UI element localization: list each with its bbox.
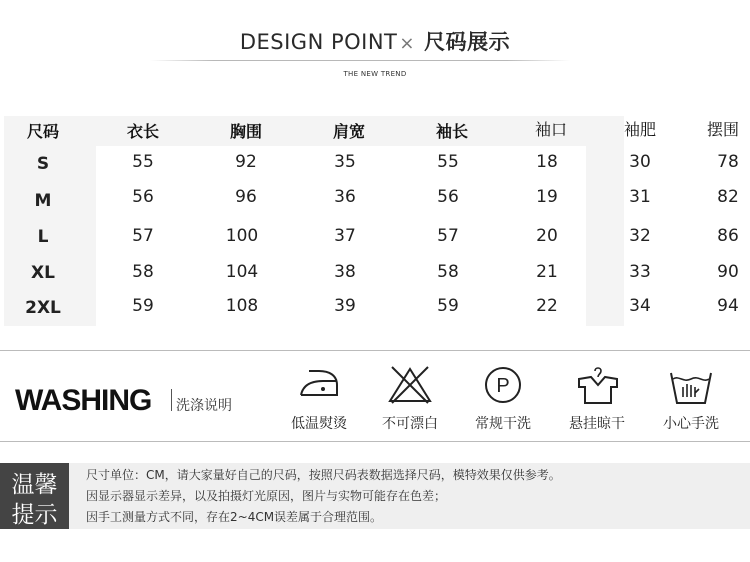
washing-subtitle: 洗涤说明 [176,398,232,414]
row-size: L [37,227,49,247]
no-bleach-icon [384,363,436,407]
cell-sleeve-length: 57 [437,226,459,246]
wash-label: 低温熨烫 [291,416,347,432]
cell-sleeve-length: 56 [437,187,459,207]
header-hem: 摆围 [706,120,739,139]
tip-line: 因显示器显示差异，以及拍摄灯光原因，图片与实物可能存在色差； [86,489,447,503]
header-size: 尺码 [26,122,59,141]
cell-cuff: 22 [536,296,558,316]
header-subtitle: THE NEW TREND [343,70,407,78]
wash-label: 小心手洗 [663,416,719,432]
cell-shoulder: 36 [334,187,356,207]
cell-shoulder: 38 [334,262,356,282]
cell-sleeve-width: 33 [629,262,651,282]
cell-hem: 90 [717,262,739,282]
wash-label: 悬挂晾干 [569,416,625,432]
wash-item [561,363,633,437]
title-separator: × [399,33,415,54]
row-size: 2XL [25,298,61,318]
tips-label-line2: 提示 [11,502,58,528]
cell-shoulder: 35 [334,152,356,172]
hand-wash-icon [665,363,717,407]
cell-length: 59 [132,296,154,316]
cell-hem: 86 [717,226,739,246]
tips-section [0,463,750,529]
cell-cuff: 21 [536,262,558,282]
svg-text:P: P [496,375,510,397]
washing-section [0,350,750,442]
row-size: XL [31,263,55,283]
header-sleeve-length: 袖长 [435,122,468,141]
cell-cuff: 18 [536,152,558,172]
wash-label: 常规干洗 [475,416,531,432]
cell-sleeve-width: 32 [629,226,651,246]
row-size: M [34,191,52,211]
washing-title: WASHING [15,384,152,417]
cell-sleeve-length: 58 [437,262,459,282]
cell-chest: 92 [235,152,257,172]
tips-label-line1: 温馨 [11,472,58,498]
washing-divider [171,389,172,411]
cell-sleeve-length: 59 [437,296,459,316]
header [0,22,750,82]
wash-item [283,363,355,437]
cell-sleeve-width: 31 [629,187,651,207]
cell-length: 58 [132,262,154,282]
wash-item [467,363,539,437]
header-chest: 胸围 [229,122,262,141]
cell-length: 57 [132,226,154,246]
dry-clean-p-icon [481,363,525,407]
size-column-bg [4,116,96,326]
hang-dry-icon [571,363,623,407]
cell-cuff: 19 [536,187,558,207]
header-length: 衣长 [126,122,159,141]
page-title [0,26,750,56]
iron-low-temp-icon [293,363,345,403]
tip-line: 尺寸单位：CM，请大家量好自己的尺码，按照尺码表数据选择尺码，模特效果仅供参考。 [86,468,561,482]
cell-shoulder: 39 [334,296,356,316]
title-en: DESIGN POINT [239,30,398,54]
cell-cuff: 20 [536,226,558,246]
wash-item [655,363,727,437]
wash-item [374,363,446,437]
tip-line: 因手工测量方式不同，存在2~4CM误差属于合理范围。 [86,510,383,524]
cell-chest: 96 [235,187,257,207]
cell-shoulder: 37 [334,226,356,246]
cell-chest: 100 [225,226,259,246]
cell-sleeve-width: 30 [629,152,651,172]
header-shoulder: 肩宽 [332,122,365,141]
header-sleeve-width: 袖肥 [623,120,656,139]
row-size: S [36,154,50,174]
title-cn: 尺码展示 [424,30,511,54]
wash-label: 不可漂白 [382,416,438,432]
cell-hem: 78 [717,152,739,172]
header-divider [150,60,570,61]
cell-sleeve-length: 55 [437,152,459,172]
cell-chest: 108 [225,296,259,316]
cell-chest: 104 [225,262,259,282]
cell-hem: 82 [717,187,739,207]
tips-badge [0,463,69,529]
cell-hem: 94 [717,296,739,316]
cell-length: 55 [132,152,154,172]
header-cuff: 袖口 [534,120,567,139]
cell-sleeve-width: 34 [629,296,651,316]
separator-column-bg [586,116,624,326]
size-table [0,112,750,326]
cell-length: 56 [132,187,154,207]
